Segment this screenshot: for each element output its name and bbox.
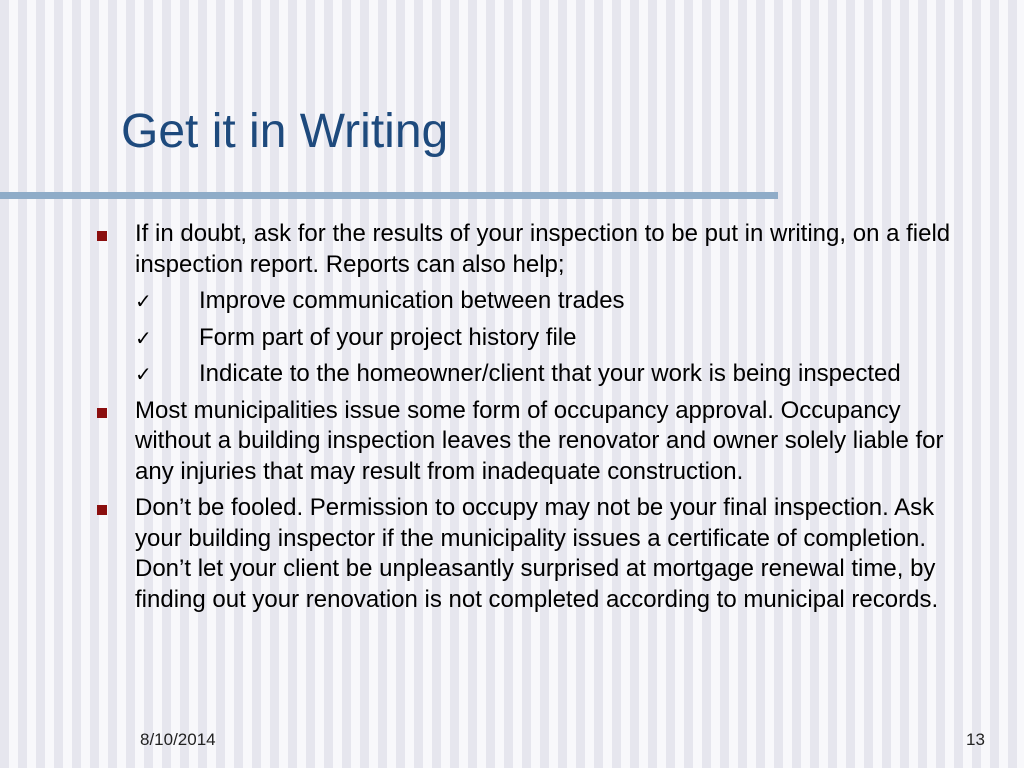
- square-bullet-icon: [97, 231, 107, 241]
- check-mark-icon: ✓: [135, 289, 152, 313]
- square-bullet-icon: [97, 408, 107, 418]
- check-item: [97, 359, 957, 390]
- square-bullet-icon: [97, 505, 107, 515]
- bullet-item: [97, 396, 957, 488]
- check-mark-icon: ✓: [135, 325, 152, 350]
- slide-title: Get it in Writing: [121, 105, 449, 158]
- check-item: [97, 286, 957, 317]
- title-divider: [0, 192, 778, 199]
- bullet-item: [97, 493, 957, 615]
- bullet-text: Don’t be fooled. Permission to occupy may not be your final inspection. Ask your building inspector if the municipality issues a certificate of completion. Don’t let your client be unpleasantly surprised at mortgage renewal time, by finding out your renovation is not completed according to municipal records.: [135, 494, 939, 613]
- check-item-text: Indicate to the homeowner/client that your work is being inspected: [199, 360, 901, 387]
- footer-date: 8/10/2014: [140, 730, 216, 749]
- bullet-text: If in doubt, ask for the results of your inspection to be put in writing, on a field inspection report. Reports can also help;: [135, 220, 951, 278]
- bullet-item: [97, 219, 957, 280]
- check-item-text: Form part of your project history file: [199, 323, 577, 351]
- check-item-text: Improve communication between trades: [199, 287, 625, 314]
- check-mark-icon: ✓: [135, 362, 152, 386]
- slide-number: 13: [966, 730, 985, 749]
- slide-body: [97, 219, 957, 621]
- bullet-text: Most municipalities issue some form of occupancy approval. Occupancy without a building inspection leaves the renovator and owner solely liable for any injuries that may result from inadequate construction.: [135, 396, 944, 485]
- check-item: [97, 323, 957, 354]
